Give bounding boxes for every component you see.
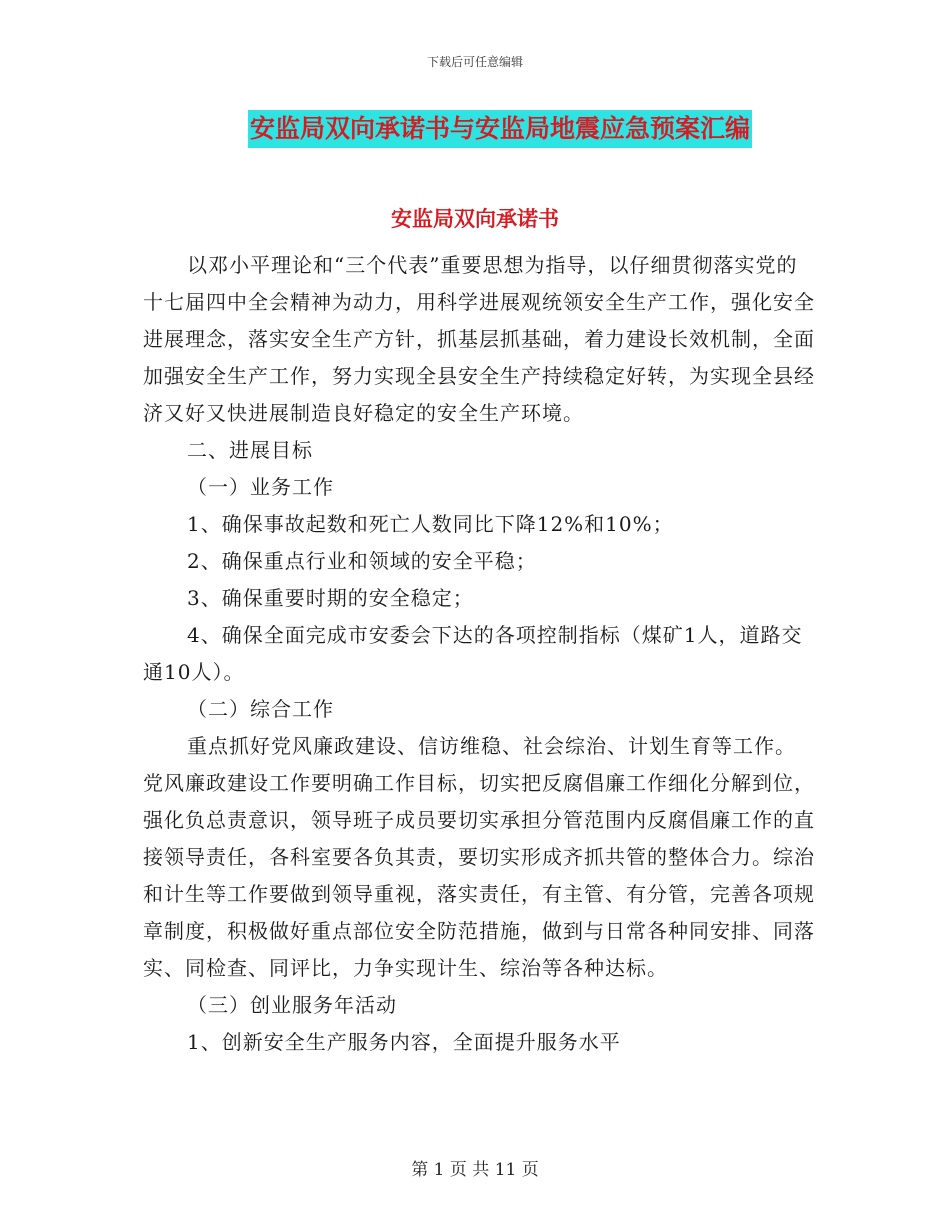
paragraph: 1、确保事故起数和死亡人数同比下降12%和10%； [187, 512, 674, 536]
page-number-footer: 第 1 页 共 11 页 [411, 1160, 539, 1180]
document-body [143, 247, 815, 1061]
paragraph: 3、确保重要时期的安全稳定； [187, 586, 474, 610]
doc-title-wrap [0, 110, 950, 148]
paragraph: （一）业务工作 [187, 475, 334, 499]
paragraph: 重点抓好党风廉政建设、信访维稳、社会综治、计划生育等工作。党风廉政建设工作要明确工作目标，切实把反腐倡廉工作细化分解到位，强化负总责意识，领导班子成员要切实承担分管范围内反腐倡廉工作的直接领导责任，各科室要各负其责，要切实形成齐抓共管的整体合力。综治和计生等工作要做到领导重视，落实责任，有主管、有分管，完善各项规章制度，积极做好重点部位安全防范措施，做到与日常各种同安排、同落实、同检查、同评比，力争实现计生、综治等各种达标。 [143, 734, 815, 980]
document-title: 安监局双向承诺书与安监局地震应急预案汇编 [248, 110, 752, 148]
paragraph: 2、确保重点行业和领域的安全平稳； [187, 549, 537, 573]
paragraph: 二、进展目标 [187, 438, 313, 462]
paragraph: （三）创业服务年活动 [187, 993, 397, 1017]
paragraph: 4、确保全面完成市安委会下达的各项控制指标（煤矿1人，道路交通10人）。 [143, 623, 803, 684]
paragraph: 以邓小平理论和“三个代表”重要思想为指导，以仔细贯彻落实党的十七届四中全会精神为动力，用科学进展观统领安全生产工作，强化安全进展理念，落实安全生产方针，抓基层抓基础，着力建设长效机制，全面加强安全生产工作，努力实现全县安全生产持续稳定好转，为实现全县经济又好又快进展制造良好稳定的安全生产环境。 [143, 253, 815, 425]
paragraph: （二）综合工作 [187, 697, 334, 721]
header-note: 下载后可任意编辑 [426, 55, 523, 69]
paragraph: 1、创新安全生产服务内容，全面提升服务水平 [187, 1030, 621, 1054]
section-title: 安监局双向承诺书 [391, 207, 559, 231]
